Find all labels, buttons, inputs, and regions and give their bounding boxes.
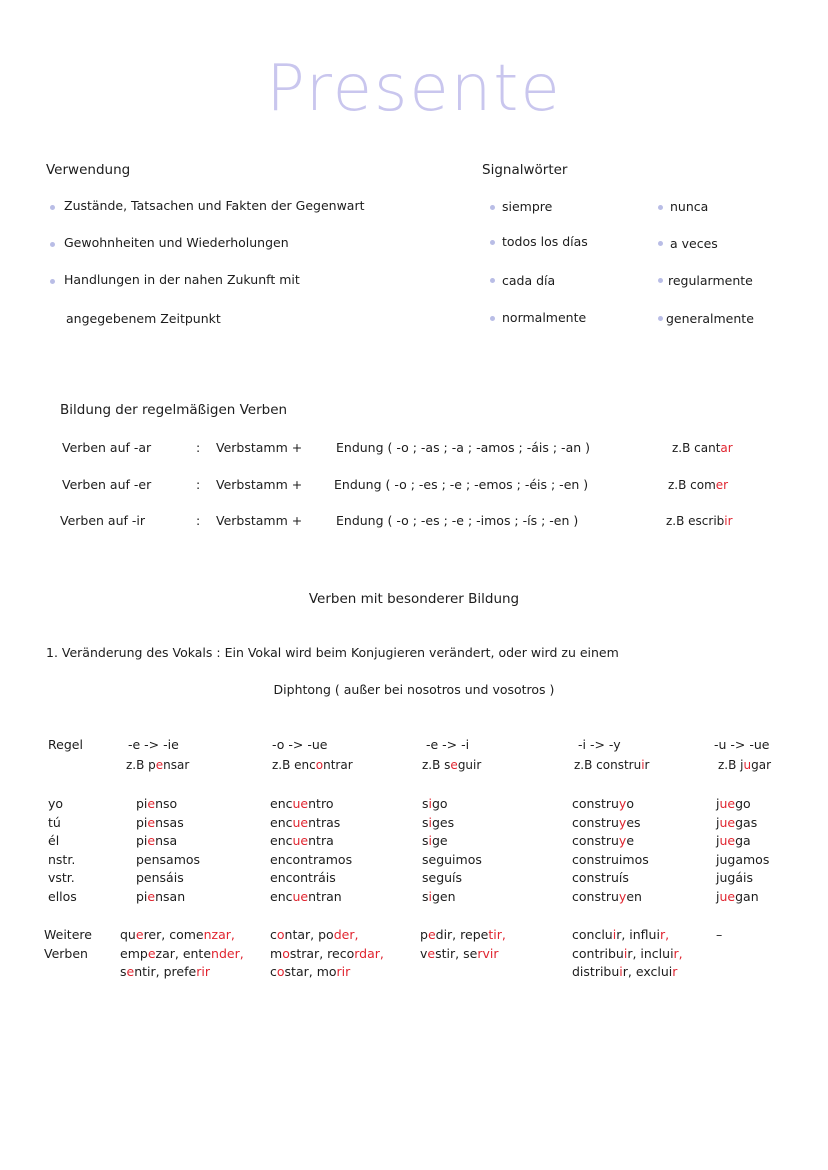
rule-header: -i -> -y <box>578 737 621 752</box>
bildung-stamm: Verbstamm + <box>216 477 303 492</box>
pronoun: vstr. <box>48 870 75 885</box>
conjugated-form: jugamos <box>716 851 770 867</box>
signalwort: a veces <box>670 236 718 251</box>
weitere-verben <box>120 926 244 982</box>
bildung-endung: Endung ( -o ; -as ; -a ; -amos ; -áis ; -an ) <box>336 440 590 455</box>
verwendung-item: Handlungen in der nahen Zukunft mit <box>64 272 300 287</box>
besondere-point-line1: 1. Veränderung des Vokals : Ein Vokal wird beim Konjugieren verändert, oder wird zu einem <box>46 645 619 660</box>
conjugated-form: seguís <box>422 870 463 885</box>
conjugation-forms <box>270 795 352 906</box>
besondere-point-line2: Diphtong ( außer bei nosotros und vosotros ) <box>273 682 555 697</box>
bullet-dot <box>658 316 663 321</box>
regel-label: Regel <box>48 737 83 752</box>
conjugated-form: encontramos <box>270 851 353 867</box>
rule-example: z.B jugar <box>718 758 772 772</box>
signalwort: nunca <box>670 199 709 214</box>
weitere-verben <box>716 926 722 945</box>
bildung-sep: : <box>196 513 201 528</box>
conjugated-form: construyen <box>572 888 642 904</box>
rule-example: z.B pensar <box>126 758 190 772</box>
conjugated-form: juegas <box>716 814 758 830</box>
weitere-verben <box>572 926 683 982</box>
page-title: Presente <box>266 52 562 126</box>
signalwort: todos los días <box>502 234 588 249</box>
signalwoerter-heading: Signalwörter <box>482 162 568 178</box>
conjugated-form: encuentras <box>270 814 341 830</box>
rule-header: -u -> -ue <box>714 737 770 752</box>
conjugated-form: juegan <box>716 888 759 904</box>
bullet-dot <box>50 242 55 247</box>
bildung-label: Verben auf -ar <box>62 440 152 455</box>
conjugation-forms <box>136 795 200 906</box>
pronoun-column <box>48 795 77 906</box>
conjugated-form: construís <box>572 870 629 885</box>
rule-header: -e -> -i <box>426 737 470 752</box>
bildung-label: Verben auf -ir <box>60 513 146 528</box>
pronoun: él <box>48 833 60 848</box>
bildung-example: z.B cantar <box>672 441 733 455</box>
bildung-heading: Bildung der regelmäßigen Verben <box>60 402 288 418</box>
weitere-line: contribuir, incluir, <box>572 945 683 961</box>
weitere-line: costar, morir <box>270 964 351 979</box>
conjugated-form: construye <box>572 833 635 848</box>
conjugated-form: encuentro <box>270 796 334 811</box>
signalwort: normalmente <box>502 310 587 325</box>
conjugated-form: construyes <box>572 814 641 830</box>
bildung-example: z.B escribir <box>666 514 733 528</box>
bildung-endung: Endung ( -o ; -es ; -e ; -imos ; -ís ; -en ) <box>336 513 579 528</box>
bullet-dot <box>50 205 55 210</box>
rule-example: z.B construir <box>574 758 650 772</box>
conjugated-form: juego <box>716 796 751 811</box>
conjugated-form: encuentra <box>270 833 334 848</box>
conjugated-form: piensas <box>136 814 184 830</box>
verwendung-item-continuation: angegebenem Zeitpunkt <box>66 311 221 326</box>
rule-example: z.B encontrar <box>272 758 353 772</box>
conjugated-form: siges <box>422 814 455 830</box>
weitere-line: empezar, entender, <box>120 945 244 961</box>
bullet-dot <box>658 205 663 210</box>
conjugated-form: encuentran <box>270 888 342 904</box>
weitere-line: mostrar, recordar, <box>270 945 384 961</box>
bildung-stamm: Verbstamm + <box>216 440 303 455</box>
conjugation-forms <box>716 795 769 906</box>
conjugated-form: construimos <box>572 851 649 867</box>
conjugated-form: construyo <box>572 796 634 811</box>
weitere-verben <box>270 926 384 982</box>
bildung-example: z.B comer <box>668 478 729 492</box>
verwendung-item: Zustände, Tatsachen und Fakten der Gegenwart <box>64 198 365 213</box>
weitere-line: contar, poder, <box>270 927 359 942</box>
rule-header: -e -> -ie <box>128 737 179 752</box>
conjugated-form: piensan <box>136 888 186 904</box>
weitere-dash: – <box>716 927 723 942</box>
bildung-sep: : <box>196 477 201 492</box>
conjugated-form: encontráis <box>270 870 336 885</box>
pronoun: ellos <box>48 888 77 904</box>
conjugated-form: seguimos <box>422 851 482 867</box>
conjugated-form: pensamos <box>136 851 201 867</box>
conjugated-form: sige <box>422 833 448 848</box>
bildung-stamm: Verbstamm + <box>216 513 303 528</box>
conjugated-form: sigo <box>422 796 448 811</box>
weitere-line: distribuir, excluir <box>572 964 678 979</box>
weitere-line: sentir, preferir <box>120 964 210 979</box>
weitere-line: querer, comenzar, <box>120 927 235 942</box>
weitere-label: Weitere Verben <box>44 927 92 961</box>
weitere-verben <box>420 926 506 963</box>
conjugated-form: sigen <box>422 888 456 904</box>
signalwort: cada día <box>502 273 556 288</box>
signalwort: generalmente <box>666 311 754 326</box>
bildung-endung: Endung ( -o ; -es ; -e ; -emos ; -éis ; -en ) <box>334 477 589 492</box>
bullet-dot <box>490 278 495 283</box>
conjugation-forms <box>422 795 482 906</box>
bullet-dot <box>490 316 495 321</box>
bullet-dot <box>490 240 495 245</box>
weitere-line: concluir, influir, <box>572 927 670 942</box>
pronoun: tú <box>48 814 61 830</box>
besondere-heading: Verben mit besonderer Bildung <box>308 591 520 607</box>
conjugated-form: pensáis <box>136 870 184 885</box>
pronoun: yo <box>48 796 64 811</box>
rule-header: -o -> -ue <box>272 737 328 752</box>
bullet-dot <box>490 205 495 210</box>
signalwort: siempre <box>502 199 553 214</box>
conjugation-forms <box>572 795 649 906</box>
signalwort: regularmente <box>668 273 753 288</box>
bildung-label: Verben auf -er <box>62 477 152 492</box>
weitere-line: pedir, repetir, <box>420 927 506 942</box>
bildung-sep: : <box>196 440 201 455</box>
conjugated-form: piensa <box>136 833 178 848</box>
verwendung-item: Gewohnheiten und Wiederholungen <box>64 235 289 250</box>
conjugated-form: juega <box>716 833 751 848</box>
conjugated-form: jugáis <box>716 870 753 885</box>
pronoun: nstr. <box>48 851 76 867</box>
rule-example: z.B seguir <box>422 758 482 772</box>
bullet-dot <box>658 241 663 246</box>
weitere-line: vestir, servir <box>420 945 499 961</box>
verwendung-heading: Verwendung <box>46 162 131 178</box>
bullet-dot <box>658 278 663 283</box>
bullet-dot <box>50 279 55 284</box>
conjugated-form: pienso <box>136 796 178 811</box>
